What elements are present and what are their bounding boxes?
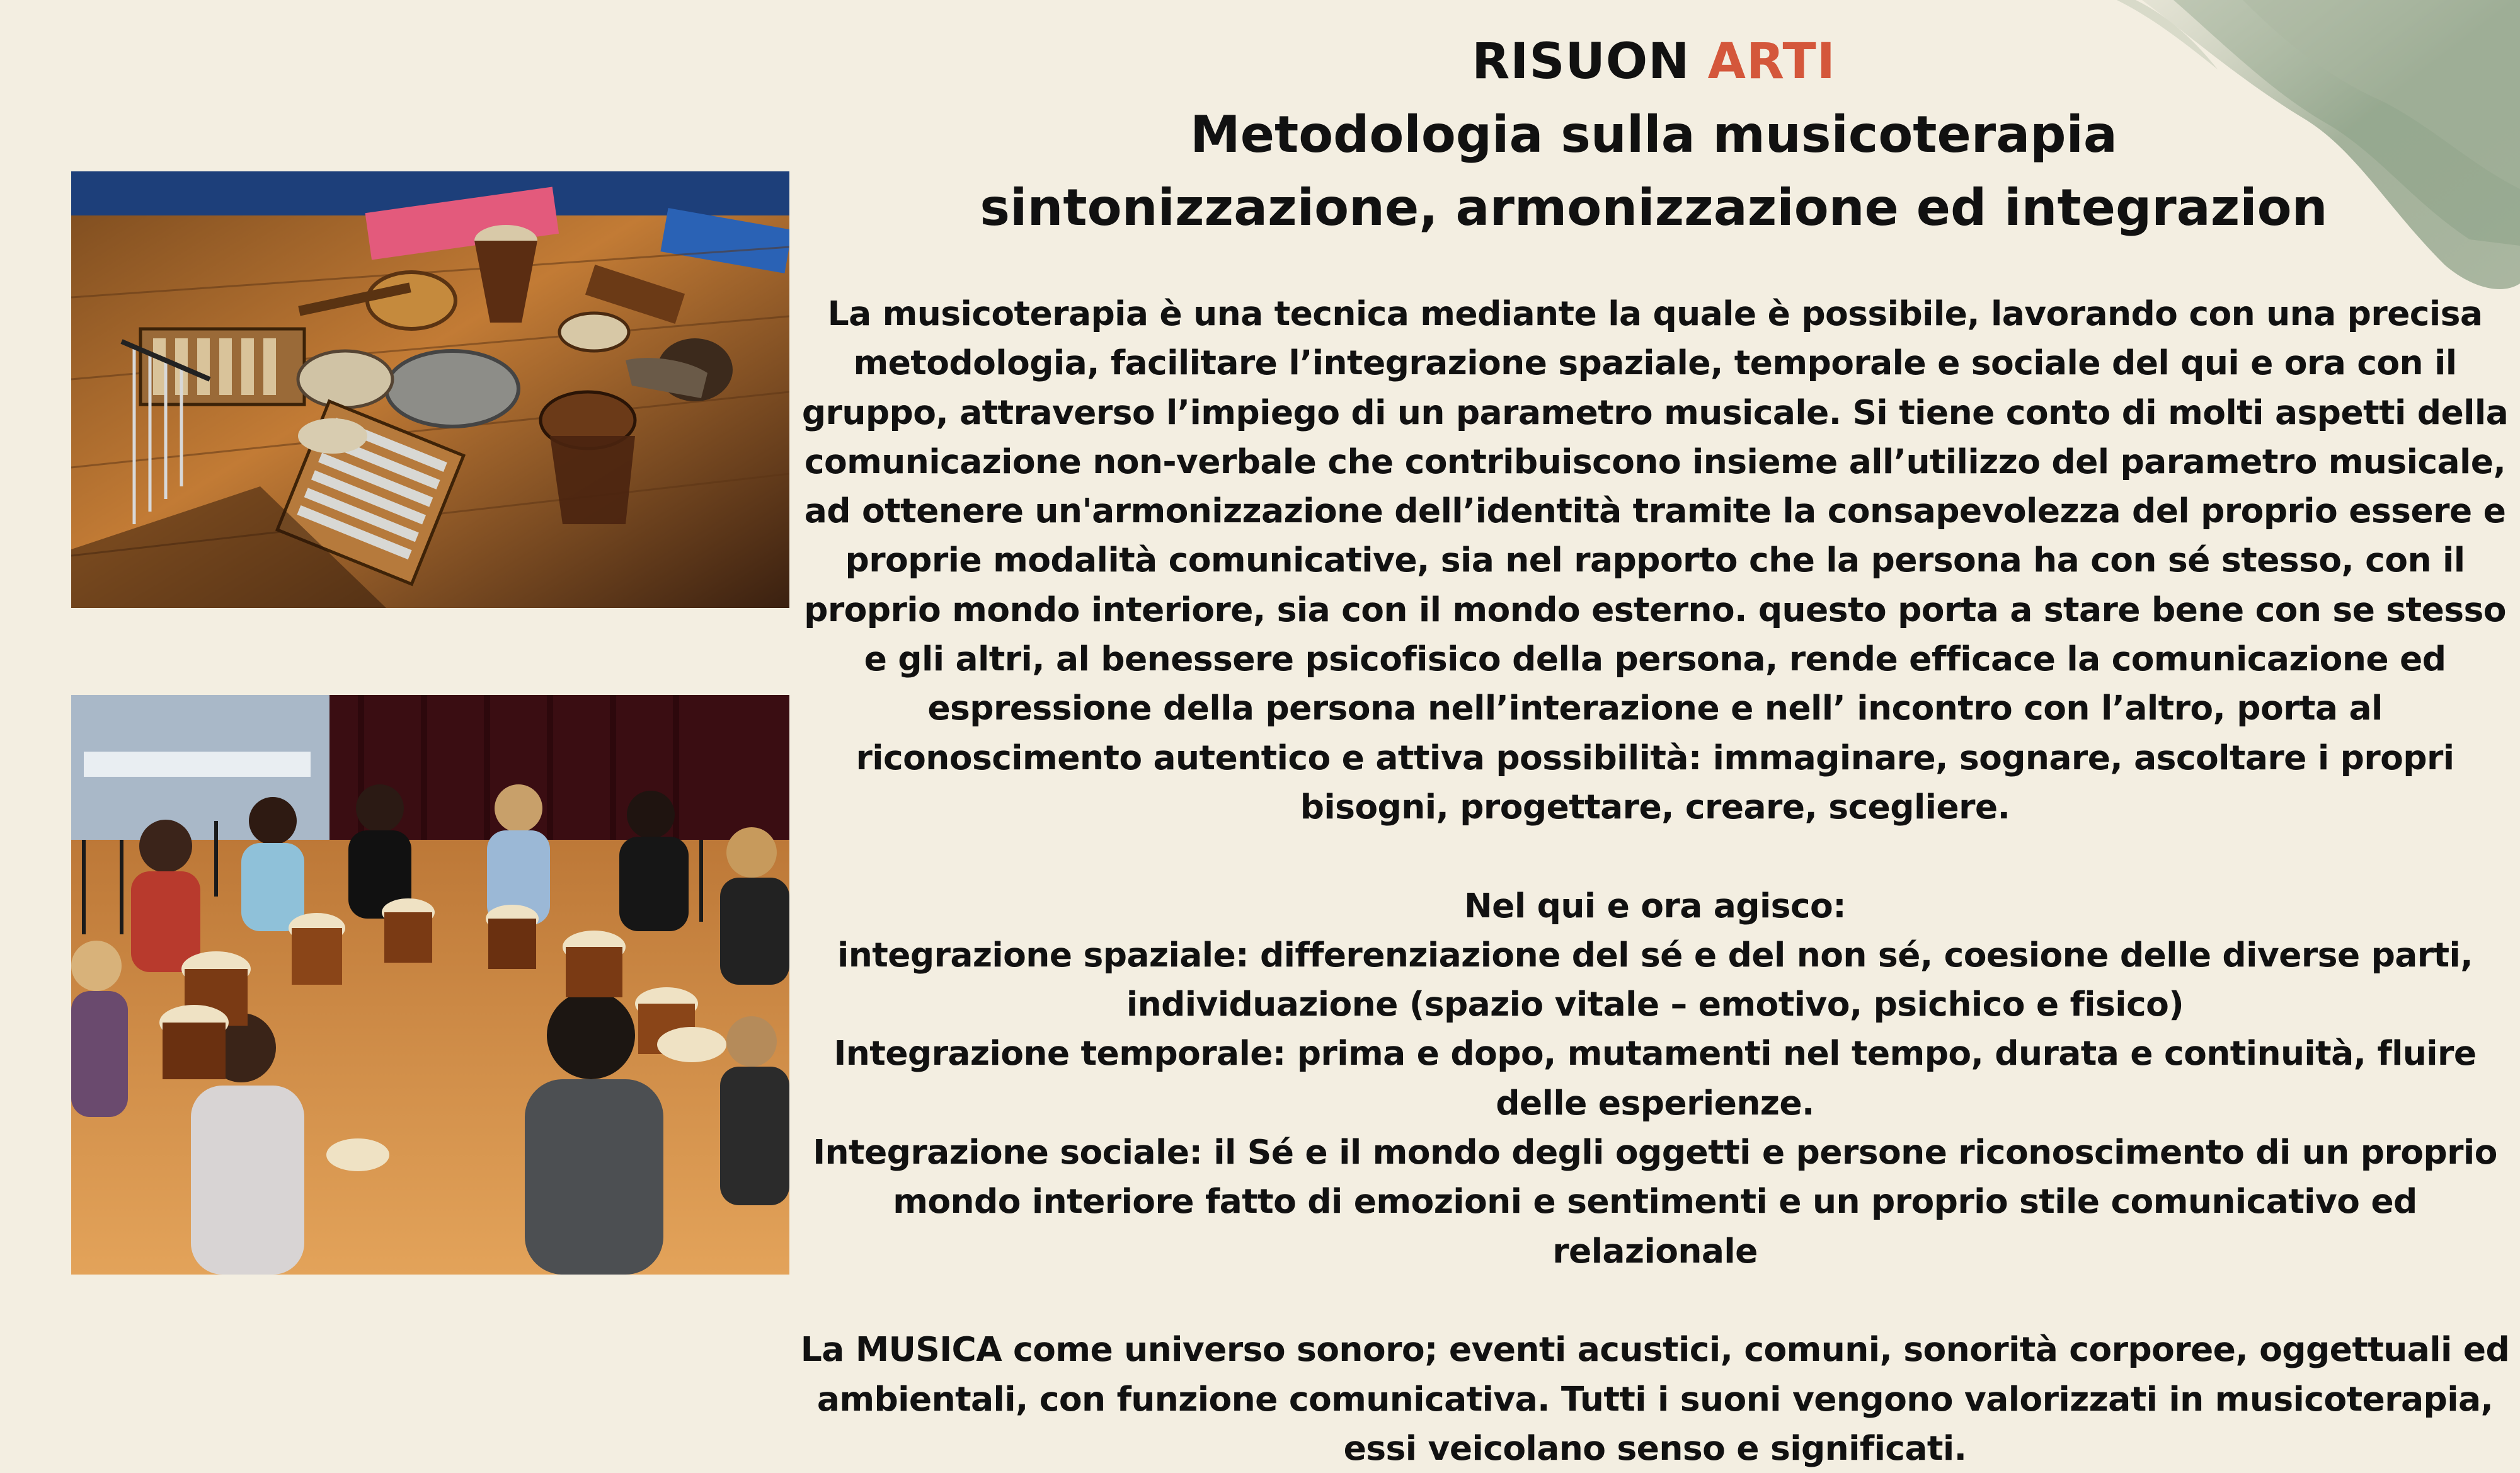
intro-paragraph: La musicoterapia è una tecnica mediante la quale è possibile, lavorando con una precisa metodologia, facilitare l’integrazione spaziale, temporale e sociale del qui e ora con il gruppo, attraverso l’impiego di un parametro musicale. Si tiene conto di molti aspetti della comunicazione non-verbale che contribuiscono insieme all’utilizzo del parametro musicale, ad ottenere un'armonizzazione dell’identità tramite la consapevolezza del proprio essere e proprie modalità comunicative, sia nel rapporto che la persona ha con sé stesso, con il proprio mondo interiore, sia con il mondo esterno. questo porta a stare bene con se stesso e gli altri, al benessere psicofisico della persona, rende efficace la comunicazione ed espressione della persona nell’interazione e nell’ incontro con l’altro, porta al riconoscimento autentico e attiva possibilità: immaginare, sognare, ascoltare i propri bisogni, progettare, creare, scegliere.: [801, 294, 2509, 827]
drum-circle-photo: [71, 695, 789, 1275]
instruments-photo: [71, 171, 789, 608]
page-title: Metodologia sulla musicoterapia: [1190, 105, 2117, 164]
brand-part-2: ARTI: [1707, 33, 1836, 90]
spacer: [795, 1276, 2515, 1325]
music-paragraph: La MUSICA come universo sonoro; eventi acustici, comuni, sonorità corporee, oggettuali ed ambientali, con funzione comunicativa. Tutti i suoni vengono valorizzati in musicoterapia, essi veicolano senso e significati.: [800, 1329, 2510, 1468]
section-heading: Nel qui e ora agisco:: [1464, 885, 1846, 926]
page-subtitle: sintonizzazione, armonizzazione ed integrazion: [980, 178, 2328, 237]
social-integration: Integrazione sociale: il Sé e il mondo degli oggetti e persone riconoscimento di un proprio mondo interiore fatto di emozioni e sentimenti e un proprio stile comunicativo ed relazionale: [813, 1132, 2497, 1271]
header: [945, 25, 2362, 244]
brand-title: [945, 25, 2362, 98]
brand-part-1: RISUON: [1472, 33, 1690, 90]
spacer: [795, 832, 2515, 881]
main-text: [795, 289, 2515, 1473]
spatial-integration: integrazione spaziale: differenziazione del sé e del non sé, coesione delle diverse parti, individuazione (spazio vitale – emotivo, psichico e fisico): [837, 934, 2473, 1024]
temporal-integration: Integrazione temporale: prima e dopo, mutamenti nel tempo, durata e continuità, fluire delle esperienze.: [833, 1033, 2477, 1123]
